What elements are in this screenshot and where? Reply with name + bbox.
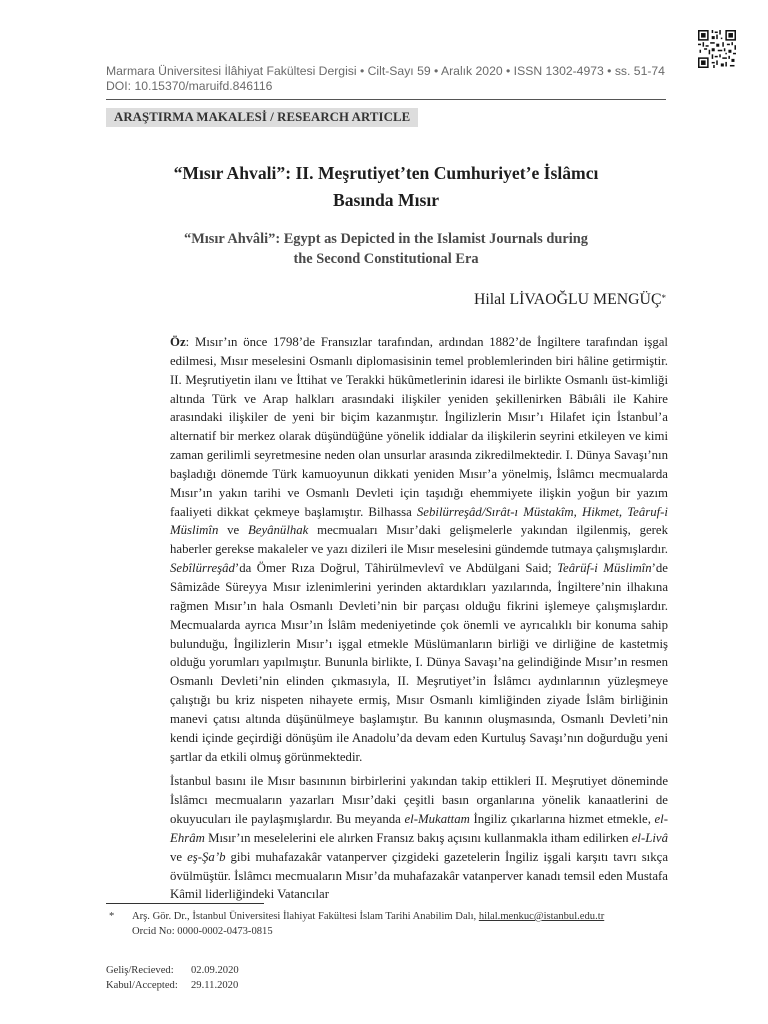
title-line-2: Basında Mısır: [332, 190, 440, 210]
journal-info: [106, 64, 716, 94]
submission-dates: [106, 964, 406, 993]
accepted-label: Kabul/Accepted:: [106, 979, 178, 991]
english-title: [106, 230, 666, 269]
english-title-line-1: “Mısır Ahvâli”: Egypt as Depicted in the Islamist Journals during: [184, 231, 588, 247]
title-line-1: “Mısır Ahvali”: II. Meşrutiyet’ten Cumhuriyet’e İslâmcı: [173, 163, 599, 183]
article-type-banner: ARAŞTIRMA MAKALESİ / RESEARCH ARTICLE: [106, 108, 418, 127]
footnote-mark: *: [109, 911, 115, 922]
header-divider: [106, 99, 666, 100]
footnote-orcid: Orcid No: 0000-0002-0473-0815: [132, 925, 273, 937]
qr-code-icon: [698, 30, 736, 68]
author-email-link[interactable]: hilal.menkuc@istanbul.edu.tr: [478, 911, 605, 922]
author: [370, 290, 666, 310]
abstract-paragraph-2: İstanbul basını ile Mısır basınının birbirlerini yakından takip ettikleri II. Meşrutiyet döneminde İslâmcı mecmuaların yazarları Mısır’daki çeşitli basın organlarına yönelik kanaatlerini de okuyucuları ile paylaşmışlardır. Bu meyanda el-Mukattam İngiliz çıkarlarına hizmet etmekle, el-Ehrâm Mısır’ın meselelerini ele alırken Fransız bakış açısını kullanmakla itham edilirken el-Livâ ve eş-Şa’b gibi muhafazakâr vatanperver çizgideki gazetelerin İngiliz işgali karşıtı tavrı sıkça övülmüştür. İslâmcı mecmuaların Mısır’da muhafazakâr vatanperver kanadı temsil eden Mustafa Kâmil liderliğindeki Vatancılar: [170, 774, 668, 902]
doi: DOI: 10.15370/maruifd.846116: [106, 79, 273, 93]
footnote-affiliation: Arş. Gör. Dr., İstanbul Üniversitesi İlahiyat Fakültesi İslam Tarihi Anabilim Dalı, hilal.menkuc@istanbul.edu.tr: [132, 911, 605, 922]
received-date-row: [106, 964, 406, 979]
author-name: Hilal LİVAOĞLU MENGÜÇ: [473, 291, 662, 308]
footnote: [106, 910, 666, 939]
received-date: 02.09.2020: [191, 965, 239, 976]
accepted-date: 29.11.2020: [191, 979, 239, 991]
article-title: [106, 160, 666, 214]
abstract: [170, 333, 668, 904]
author-footnote-mark: *: [661, 293, 666, 303]
footnote-divider: [106, 903, 264, 904]
abstract-paragraph-1: Öz: Mısır’ın önce 1798’de Fransızlar tarafından, ardından 1882’de İngiltere tarafından işgal edilmesi, Mısır meselesini Osmanlı diplomasisinin temel problemlerinden biri hâline getirmiştir. II. Meşrutiyetin ilanı ve İttihat ve Terakki hükûmetlerinin idaresi ile birlikte Osmanlı üst-kimliği altında Türk ve Arap halkları arasındaki ilişkiler yeniden şekillenirken Bâbıâli ile Kahire arasındaki ilişkiler de yeni bir biçim kazanmıştır. İngilizlerin Mısır’ı Hilafet için İstanbul’a alternatif bir merkez olarak düşündüğüne yönelik iddialar da ilişkilerin seyrini etkileyen ve kimi zaman gerilimli seyretmesine neden olan unsurlar arasında zikredilmektedir. I. Dünya Savaşı’nın başladığı dönemde Türk kamuoyunun dikkati yeniden Mısır’a yönelmiş, İslâmcı mecmualarda Mısır’ın yakın tarihi ve Osmanlı Devleti için taşıdığı ehemmiyete ilişkin yoğun bir yazım faaliyeti dikkat çekmeye başlamıştır. Bilhassa Sebilürreşâd/Sırât-ı Müstakîm, Hikmet, Teâruf-i Müslimîn ve Beyânülhak mecmuaları Mısır’daki gelişmelerle yakından ilgilenmiş, gerek haberler gerekse makaleler ve yazı dizileri ile Mısır meselesini gündemde tutmaya çalışmışlardır. Sebîlürreşâd’da Ömer Rıza Doğrul, Tâhirülmevlevî ve Abdülgani Said; Teârüf-i Müslimîn’de Sâmizâde Süreyya Mısır izlenimlerini yerinden aktardıkları yazılarında, İngiltere’nin ilhakına rağmen Mısır’ın hala Osmanlı Devleti’nin bir parçası olduğu fikrini işlemeye çalışmışlardır. Mecmualarda ayrıca Mısır’ın İslâm medeniyetinde çok önemli ve ayrıcalıklı bir konuma sahip bulunduğu, İngilizlerin Mısır’ı işgal etmekle Müslümanların birliği ve dirliğine de kastetmiş olduğu yorumları yapılmıştır. Bununla birlikte, I. Dünya Savaşı’na gelindiğinde Mısır’ın resmen Osmanlı Devleti’nin elinden çıkmasıyla, II. Meşrutiyet’in İslâmcı aydınlarının yüzleşmeye çalıştığı bu kriz nispeten nihayete ermiş, Mısır Osmanlı kimliğinden ziyade İslâm birliğinin manevi çatısı altında düşünülmeye başlamıştır. Bu kanının oluşmasında, Osmanlı Devleti’nin kendi içinde geçirdiği dönüşüm ile Anadolu’da devam eden Kurtuluş Savaşı’nın doğurduğu yeni şartlar da etkili olmuş görünmektedir.: [170, 335, 669, 764]
received-label: Geliş/Recieved:: [106, 965, 174, 976]
english-title-line-2: the Second Constitutional Era: [293, 250, 479, 267]
accepted-date-row: [106, 979, 406, 994]
abstract-label: Öz: [170, 335, 186, 349]
journal-citation: Marmara Üniversitesi İlâhiyat Fakültesi Dergisi • Cilt-Sayı 59 • Aralık 2020 • ISSN 1302-4973 • ss. 51-74: [106, 64, 665, 78]
